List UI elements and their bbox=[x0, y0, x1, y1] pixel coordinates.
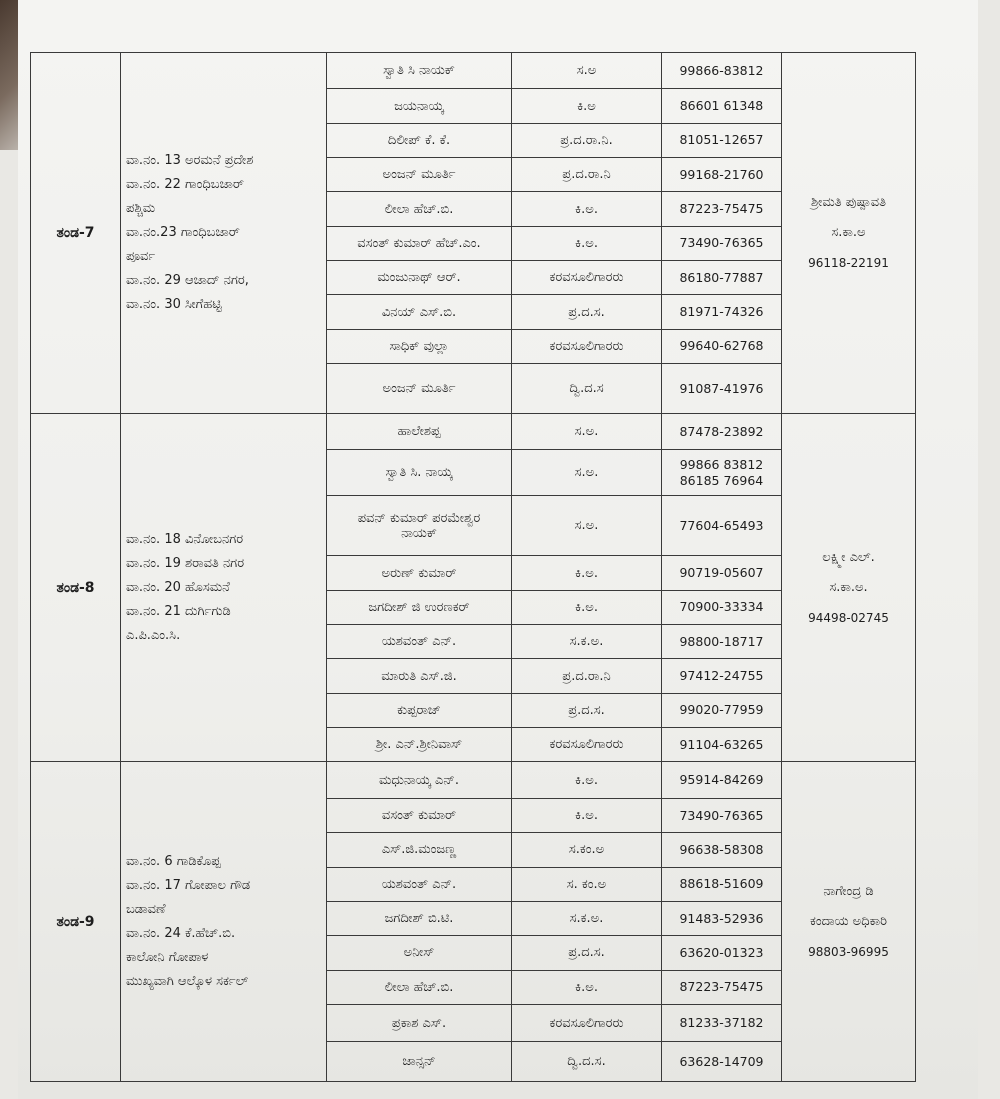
officer-name: ಶ್ರೀಮತಿ ಪುಷ್ಪಾವತಿ bbox=[810, 194, 887, 210]
member-designation: ಪ್ರ.ದ.ಸ. bbox=[512, 693, 662, 727]
member-name-text: ಜಾನ್ಸನ್ bbox=[402, 1054, 436, 1070]
member-name bbox=[327, 1004, 512, 1041]
member-designation: ಕಿ.ಅ. bbox=[512, 226, 662, 260]
member-name bbox=[327, 53, 512, 89]
member-name-text: ಅಂಜನ್ ಮೂರ್ತಿ bbox=[382, 381, 456, 396]
member-phone-number: 95914-84269 bbox=[679, 772, 764, 788]
officer-phone: 96118-22191 bbox=[808, 255, 889, 270]
member-phone bbox=[662, 329, 782, 363]
member-phone-number: 91087-41976 bbox=[679, 380, 764, 396]
member-name bbox=[327, 762, 512, 798]
officer-designation: ಸ.ಕಾ.ಅ. bbox=[829, 579, 868, 595]
ward-line: ವಾ.ನಂ. 24 ಕೆ.ಹೆಚ್.ಬಿ. bbox=[126, 925, 236, 941]
member-name bbox=[327, 936, 512, 970]
member-name bbox=[327, 693, 512, 727]
team-wards bbox=[121, 413, 327, 761]
member-phone-number: 99866-83812 bbox=[679, 62, 764, 78]
member-phone-number: 96638-58308 bbox=[679, 841, 764, 857]
officer-designation: ಕಂದಾಯ ಅಧಿಕಾರಿ bbox=[810, 913, 887, 929]
member-name bbox=[327, 625, 512, 659]
member-phone bbox=[662, 123, 782, 157]
member-designation: ಸ. ಕಂ.ಅ bbox=[512, 867, 662, 901]
member-name bbox=[327, 867, 512, 901]
member-designation: ಸ.ಕ.ಅ. bbox=[512, 625, 662, 659]
member-name-text: ಶ್ರೀ. ಎನ್.ಶ್ರೀನಿವಾಸ್ bbox=[375, 737, 463, 753]
member-designation: ದ್ವಿ.ದ.ಸ bbox=[512, 364, 662, 414]
member-phone-number: 77604-65493 bbox=[679, 517, 764, 533]
member-designation: ಸ.ಅ bbox=[512, 53, 662, 89]
member-phone bbox=[662, 901, 782, 935]
member-name-text: ಅನೀಸ್ bbox=[403, 945, 435, 961]
team-wards bbox=[121, 762, 327, 1082]
member-designation: ಕಿ.ಅ. bbox=[512, 192, 662, 226]
member-phone-number: 63620-01323 bbox=[679, 944, 764, 960]
member-phone-number: 73490-76365 bbox=[679, 807, 764, 823]
ward-line: ಬಡಾವಣೆ bbox=[126, 901, 166, 917]
member-phone bbox=[662, 762, 782, 798]
ward-line: ಪೂರ್ವ bbox=[126, 248, 156, 264]
member-phone-number: 99020-77959 bbox=[679, 702, 764, 718]
member-designation: ಕಿ.ಅ. bbox=[512, 798, 662, 832]
member-phone-number: 99168-21760 bbox=[679, 166, 764, 182]
member-name-text: ಜಗದೀಶ್ ಜಿ ಉರಣಕರ್ bbox=[368, 599, 470, 615]
member-designation: ಕಿ.ಅ. bbox=[512, 762, 662, 798]
member-phone bbox=[662, 226, 782, 260]
member-designation: ಪ್ರ.ದ.ರಾ.ನಿ bbox=[512, 659, 662, 693]
member-row bbox=[31, 413, 916, 449]
team-label: ತಂಡ-8 bbox=[31, 413, 121, 761]
member-name bbox=[327, 192, 512, 226]
member-name-text: ಮಾರುತಿ ಎಸ್.ಜಿ. bbox=[381, 668, 457, 684]
member-phone bbox=[662, 867, 782, 901]
member-designation: ಕರವಸೂಲಿಗಾರರು bbox=[512, 728, 662, 762]
member-phone bbox=[662, 590, 782, 624]
member-name bbox=[327, 1042, 512, 1082]
member-row bbox=[31, 53, 916, 89]
member-phone bbox=[662, 261, 782, 295]
member-name-text: ವಿನಯ್ ಎಸ್.ಬಿ. bbox=[381, 304, 457, 320]
ward-line: ವಾ.ನಂ. 30 ಸೀಗೆಹಟ್ಟಿ bbox=[126, 296, 222, 312]
member-phone bbox=[662, 1042, 782, 1082]
member-phone-number: 91483-52936 bbox=[679, 910, 764, 926]
team-officer bbox=[782, 413, 916, 761]
member-phone-number: 86601 61348 bbox=[679, 98, 764, 114]
member-designation: ಸ.ಅ. bbox=[512, 496, 662, 556]
member-name bbox=[327, 450, 512, 496]
ward-line: ವಾ.ನಂ. 6 ಗಾಡಿಕೊಪ್ಪ bbox=[126, 853, 221, 869]
member-name bbox=[327, 89, 512, 123]
member-name bbox=[327, 798, 512, 832]
ward-line: ವಾ.ನಂ. 21 ದುರ್ಗಿಗುಡಿ bbox=[126, 603, 231, 619]
member-name-text: ಸ್ವಾತಿ ಸಿ. ನಾಯ್ಕ bbox=[385, 465, 453, 481]
member-name bbox=[327, 659, 512, 693]
member-name-text: ಕುಪ್ಪರಾಜ್ bbox=[397, 702, 441, 718]
member-phone bbox=[662, 450, 782, 496]
member-designation: ಕರವಸೂಲಿಗಾರರು bbox=[512, 329, 662, 363]
member-designation: ಪ್ರ.ದ.ಸ. bbox=[512, 295, 662, 329]
member-phone-number: 91104-63265 bbox=[679, 736, 764, 752]
member-phone bbox=[662, 192, 782, 226]
member-name-text: ವಸಂತ್ ಕುಮಾರ್ ಹೆಚ್.ಎಂ. bbox=[357, 235, 481, 251]
member-designation: ಸ.ಕ.ಅ. bbox=[512, 901, 662, 935]
member-name-text: ಸಾಧಿಕ್ ವುಲ್ಲಾ bbox=[389, 338, 449, 354]
member-designation: ಕರವಸೂಲಿಗಾರರು bbox=[512, 1004, 662, 1041]
member-phone-number: 81051-12657 bbox=[679, 132, 764, 148]
member-phone-number: 97412-24755 bbox=[679, 668, 764, 684]
ward-line: ಕಾಲೋನಿ ಗೋಪಾಳ bbox=[126, 949, 209, 965]
member-phone bbox=[662, 158, 782, 192]
member-phone bbox=[662, 728, 782, 762]
ward-line: ವಾ.ನಂ. 17 ಗೋಪಾಲ ಗೌಡ bbox=[126, 877, 251, 893]
team-officer bbox=[782, 53, 916, 414]
member-name-text: ಎಸ್.ಜಿ.ಮಂಜಣ್ಣ bbox=[381, 842, 457, 858]
ward-line: ವಾ.ನಂ. 18 ವಿನೋಬನಗರ bbox=[126, 531, 244, 547]
member-name bbox=[327, 970, 512, 1004]
member-name-text: ಯಶವಂತ್ ಎನ್. bbox=[381, 876, 457, 892]
member-phone-number: 90719-05607 bbox=[679, 565, 764, 581]
member-name-text: ಸ್ವಾತಿ ಸಿ ನಾಯಕ್ bbox=[383, 63, 455, 79]
member-name bbox=[327, 901, 512, 935]
officer-phone: 98803-96995 bbox=[808, 944, 889, 959]
member-phone bbox=[662, 833, 782, 867]
member-designation: ಪ್ರ.ದ.ರಾ.ನಿ bbox=[512, 158, 662, 192]
team-roster-table bbox=[30, 52, 916, 1082]
member-name bbox=[327, 590, 512, 624]
officer-designation: ಸ.ಕಾ.ಅ bbox=[831, 224, 866, 240]
member-name-text: ಹಾಲೇಶಪ್ಪ bbox=[397, 424, 441, 440]
member-phone-number: 99640-62768 bbox=[679, 338, 764, 354]
member-designation: ಕಿ.ಅ. bbox=[512, 590, 662, 624]
member-designation: ಕಿ.ಅ. bbox=[512, 556, 662, 590]
member-phone-number: 63628-14709 bbox=[679, 1053, 764, 1069]
member-phone-number: 81971-74326 bbox=[679, 304, 764, 320]
member-phone bbox=[662, 413, 782, 449]
member-phone bbox=[662, 693, 782, 727]
ward-line: ಮುಖ್ಯವಾಗಿ ಆಲ್ಕೊಳ ಸರ್ಕಲ್ bbox=[126, 973, 249, 989]
member-designation: ಕಿ.ಅ bbox=[512, 89, 662, 123]
member-name-text: ಪ್ರಕಾಶ ಎಸ್. bbox=[391, 1015, 447, 1031]
member-name-text: ಜಯನಾಯ್ಕ bbox=[394, 98, 444, 114]
ward-line: ಎ.ಪಿ.ಎಂ.ಸಿ. bbox=[126, 627, 181, 643]
member-name-text: ಲೀಲಾ ಹೆಚ್.ಬಿ. bbox=[384, 979, 454, 995]
member-phone bbox=[662, 625, 782, 659]
member-phone bbox=[662, 798, 782, 832]
member-name-text: ಲೀಲಾ ಹೆಚ್.ಬಿ. bbox=[384, 201, 454, 217]
ward-line: ವಾ.ನಂ. 13 ಅರಮನೆ ಪ್ರದೇಶ bbox=[126, 152, 254, 168]
officer-name: ನಾಗೇಂದ್ರ ಡಿ bbox=[823, 883, 874, 899]
team-label: ತಂಡ-7 bbox=[31, 53, 121, 414]
member-name-text: ಯಶವಂತ್ ಎನ್. bbox=[381, 634, 457, 650]
member-name bbox=[327, 364, 512, 414]
team-label: ತಂಡ-9 bbox=[31, 762, 121, 1082]
member-phone-number-alt: 86185 76964 bbox=[679, 472, 764, 488]
team-wards bbox=[121, 53, 327, 414]
member-name-text: ಮಧುನಾಯ್ಕ ಎನ್. bbox=[379, 772, 459, 788]
member-designation: ಸ.ಕಂ.ಅ bbox=[512, 833, 662, 867]
member-name bbox=[327, 329, 512, 363]
member-name bbox=[327, 496, 512, 556]
member-designation: ಕಿ.ಅ. bbox=[512, 970, 662, 1004]
member-phone bbox=[662, 496, 782, 556]
member-phone bbox=[662, 936, 782, 970]
member-designation: ಸ.ಅ. bbox=[512, 450, 662, 496]
member-name-text: ಅರುಣ್ ಕುಮಾರ್ bbox=[381, 565, 457, 581]
member-phone-number: 88618-51609 bbox=[679, 876, 764, 892]
ward-line: ವಾ.ನಂ. 20 ಹೊಸಮನೆ bbox=[126, 579, 230, 595]
ward-line: ವಾ.ನಂ. 19 ಶರಾವತಿ ನಗರ bbox=[126, 555, 245, 571]
member-name bbox=[327, 833, 512, 867]
member-name-text: ವಸಂತ್ ಕುಮಾರ್ bbox=[381, 808, 457, 824]
member-phone-number: 99866 83812 bbox=[679, 456, 764, 472]
member-name-text: ಪವನ್ ಕುಮಾರ್ ಪರಮೇಶ್ವರ bbox=[357, 510, 481, 526]
member-phone-number: 87223-75475 bbox=[679, 201, 764, 217]
member-phone-number: 98800-18717 bbox=[679, 633, 764, 649]
member-phone bbox=[662, 53, 782, 89]
member-name-text: ದಿಲೀಪ್ ಕೆ. ಕೆ. bbox=[387, 132, 451, 148]
member-phone-number: 81233-37182 bbox=[679, 1015, 764, 1031]
member-name bbox=[327, 123, 512, 157]
member-name bbox=[327, 413, 512, 449]
team-officer bbox=[782, 762, 916, 1082]
member-phone bbox=[662, 970, 782, 1004]
member-phone-number: 70900-33334 bbox=[679, 599, 764, 615]
member-name bbox=[327, 295, 512, 329]
member-phone bbox=[662, 556, 782, 590]
member-phone bbox=[662, 659, 782, 693]
member-name-text-line2: ನಾಯಕ್ bbox=[401, 525, 437, 541]
member-name-text: ಅಂಜನ್ ಮೂರ್ತಿ bbox=[382, 167, 456, 183]
member-designation: ಪ್ರ.ದ.ಸ. bbox=[512, 936, 662, 970]
member-designation: ಕರವಸೂಲಿಗಾರರು bbox=[512, 261, 662, 295]
officer-phone: 94498-02745 bbox=[808, 610, 889, 625]
ward-line: ವಾ.ನಂ.23 ಗಾಂಧಿಬಜಾರ್ bbox=[126, 224, 240, 240]
member-designation: ಸ.ಅ. bbox=[512, 413, 662, 449]
ward-line: ಪಶ್ಚಿಮ bbox=[126, 200, 156, 216]
member-name bbox=[327, 261, 512, 295]
member-phone-number: 73490-76365 bbox=[679, 235, 764, 251]
ward-line: ವಾ.ನಂ. 29 ಆಜಾದ್ ನಗರ, bbox=[126, 272, 249, 288]
member-name bbox=[327, 728, 512, 762]
member-phone bbox=[662, 364, 782, 414]
member-phone bbox=[662, 295, 782, 329]
member-phone bbox=[662, 1004, 782, 1041]
ward-line: ವಾ.ನಂ. 22 ಗಾಂಧಿಬಜಾರ್ bbox=[126, 176, 244, 192]
member-phone-number: 87223-75475 bbox=[679, 979, 764, 995]
roster-body bbox=[31, 53, 916, 1082]
member-designation: ಪ್ರ.ದ.ರಾ.ನಿ. bbox=[512, 123, 662, 157]
member-name bbox=[327, 226, 512, 260]
member-phone-number: 87478-23892 bbox=[679, 423, 764, 439]
officer-name: ಲಕ್ಷ್ಮೀ ಎಲ್. bbox=[822, 549, 875, 565]
member-name bbox=[327, 158, 512, 192]
member-name bbox=[327, 556, 512, 590]
member-name-text: ಮಂಜುನಾಥ್ ಆರ್. bbox=[377, 270, 461, 286]
member-designation: ದ್ವಿ.ದ.ಸ. bbox=[512, 1042, 662, 1082]
member-name-text: ಜಗದೀಶ್ ಬಿ.ಟಿ. bbox=[384, 911, 454, 926]
member-row bbox=[31, 762, 916, 798]
member-phone-number: 86180-77887 bbox=[679, 269, 764, 285]
member-phone bbox=[662, 89, 782, 123]
